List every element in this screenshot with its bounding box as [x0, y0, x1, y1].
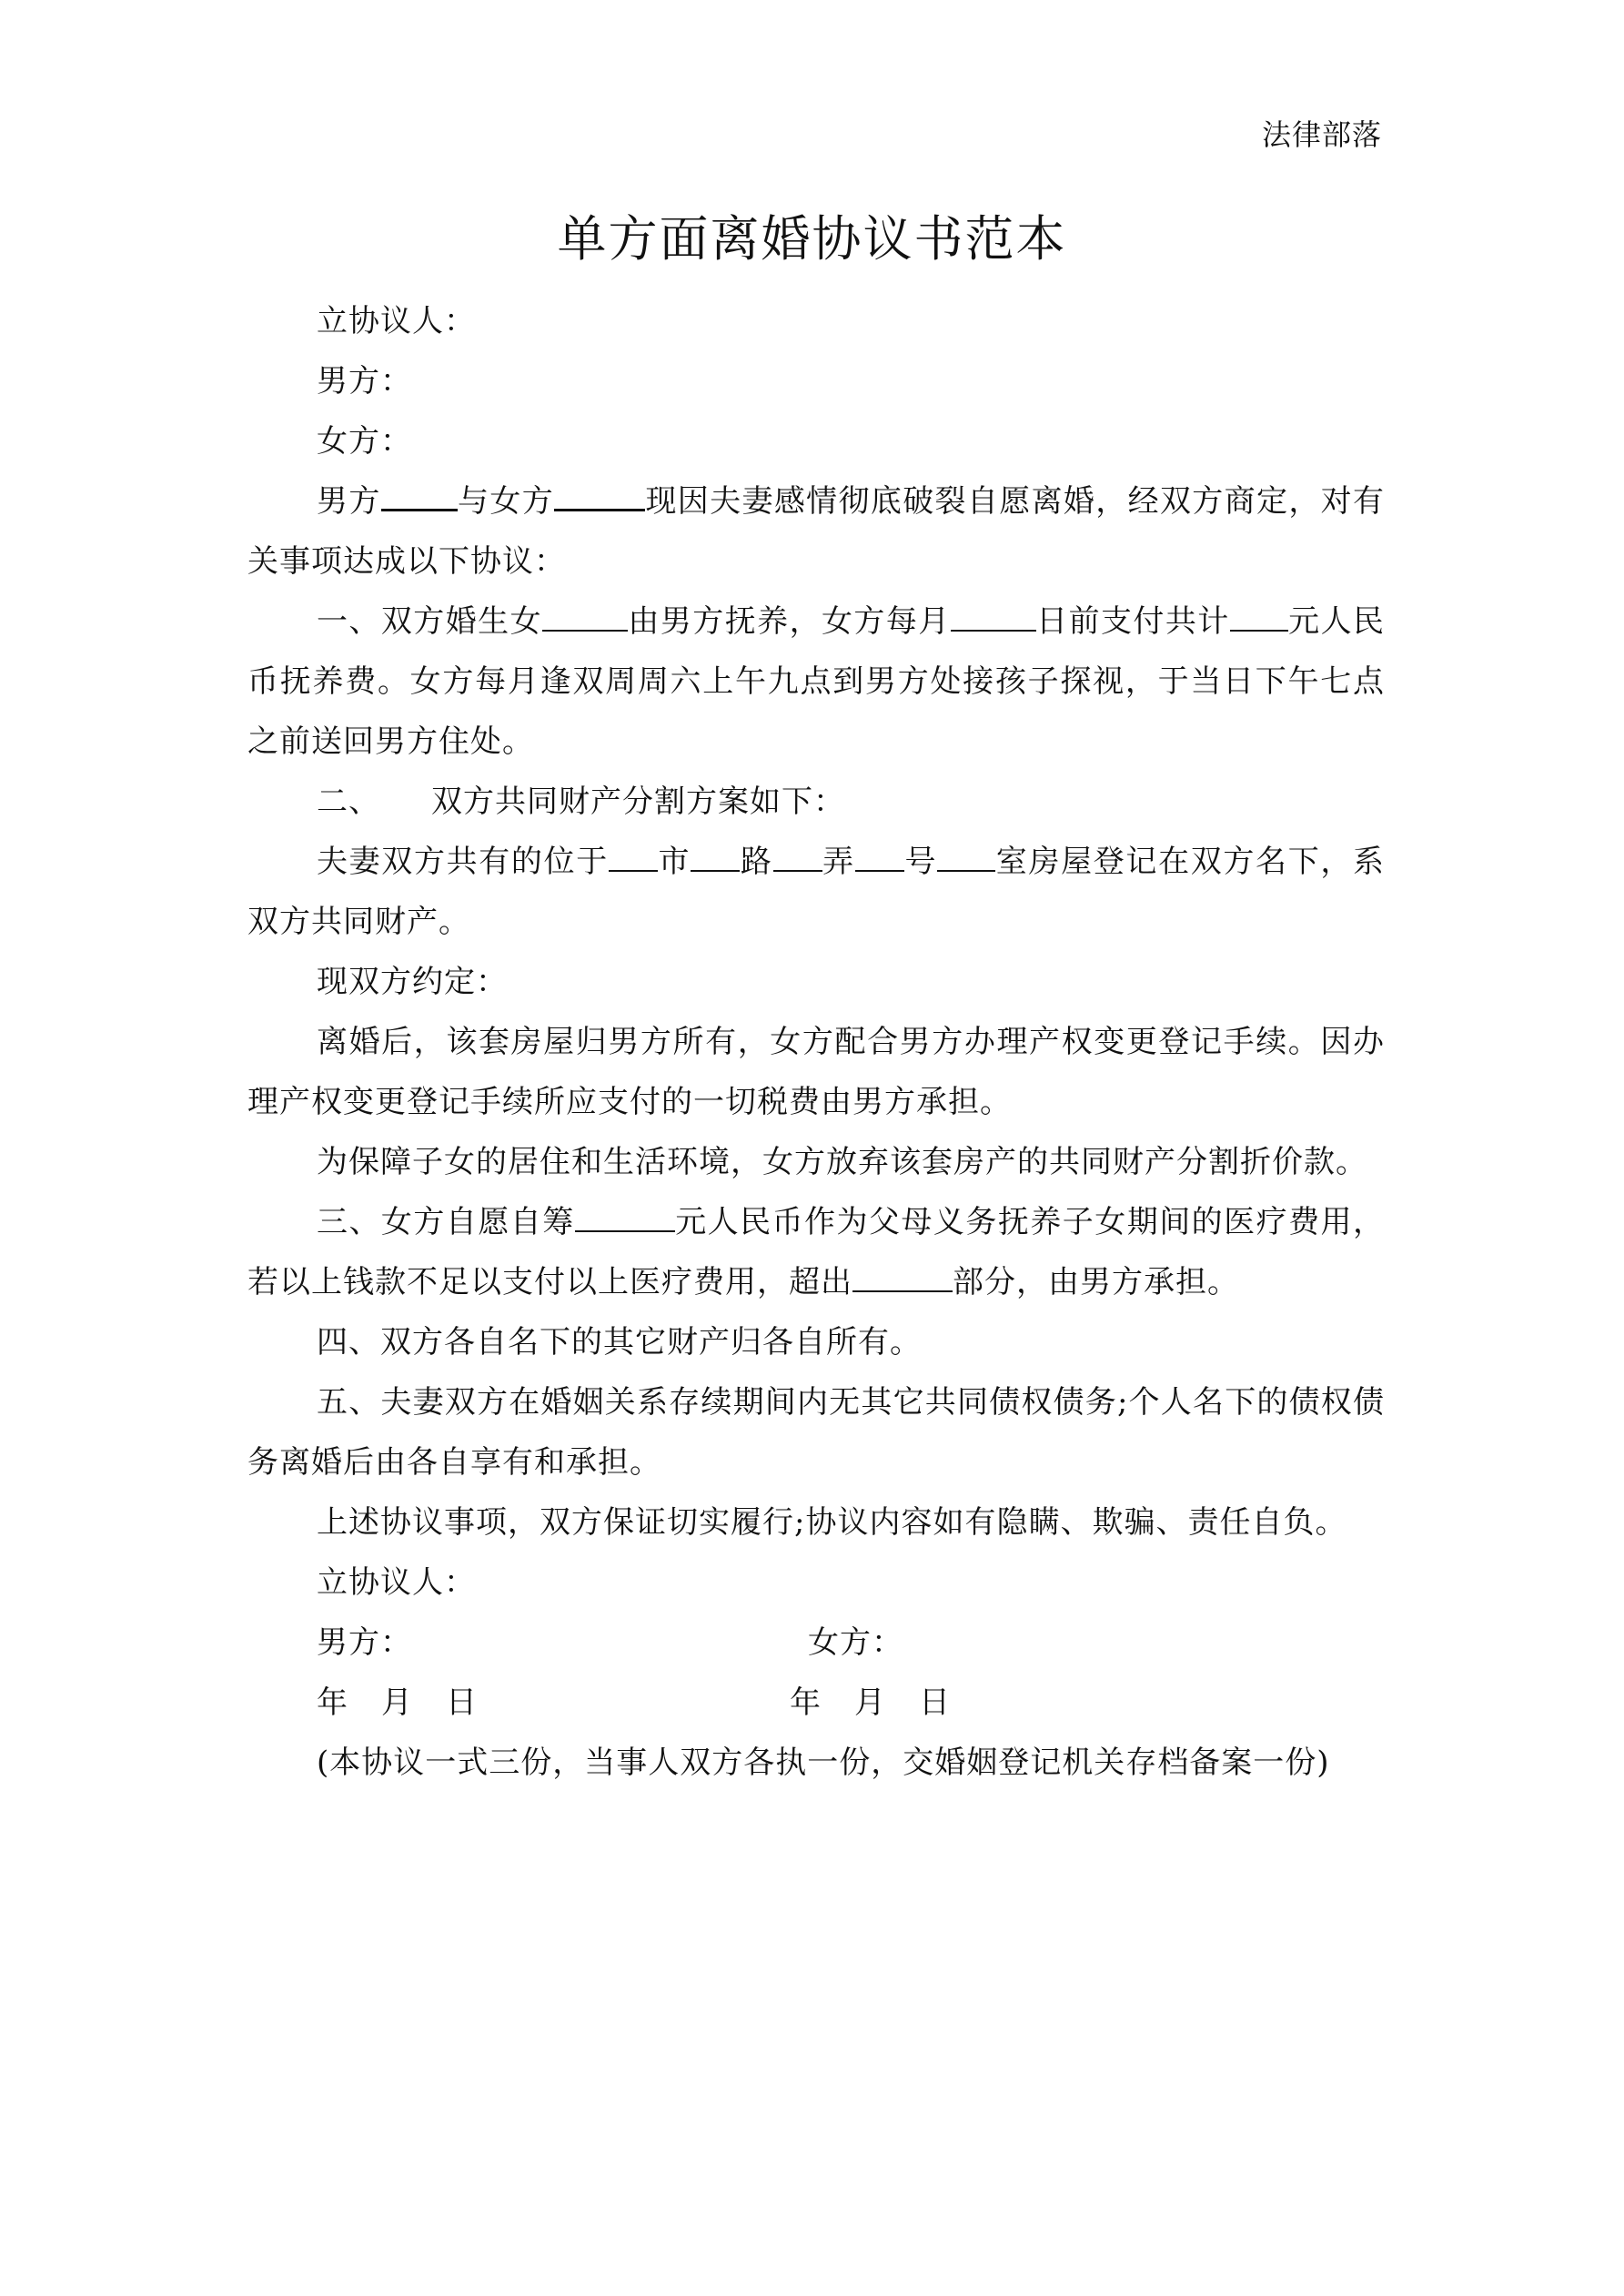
para4-text-b: 市 — [657, 844, 691, 880]
para1-text-c: 现因夫妻感情彻底破裂自愿离婚，经双方商定，对有关事项达成以下协议： — [247, 483, 1386, 580]
para3-number: 二、 — [317, 784, 380, 820]
intro-female-label: 女方： — [317, 423, 412, 460]
male-date-month: 月 — [381, 1684, 413, 1721]
male-date — [317, 1673, 790, 1733]
paragraph-custody — [247, 592, 1385, 772]
female-date-day: 日 — [919, 1684, 951, 1721]
paragraph-parties — [247, 471, 1385, 592]
paragraph-debts: 五、夫妻双方在婚姻关系存续期间内无其它共同债权债务;个人名下的债权债务离婚后由各自享有和承担。 — [247, 1384, 1385, 1481]
paragraph-other-property: 四、双方各自名下的其它财产归各自所有。 — [317, 1324, 922, 1360]
para8-text-b: 元人民币作为父母义务抚养子女期间的医疗费用，若以上钱款不足以支付以上医疗费用，超出 — [247, 1204, 1385, 1300]
para4-text-a: 夫妻双方共有的位于 — [317, 844, 609, 880]
female-name-blank — [554, 481, 645, 511]
room-blank — [937, 843, 995, 872]
male-date-day: 日 — [446, 1684, 478, 1721]
paragraph-medical — [247, 1192, 1385, 1312]
female-date — [790, 1673, 1385, 1733]
lane-blank — [773, 843, 822, 872]
intro-party-label: 立协议人： — [317, 303, 476, 339]
signature-dates-row — [247, 1673, 1385, 1733]
daughter-name-blank — [542, 602, 628, 632]
para8-text-c: 部分，由男方承担。 — [953, 1264, 1239, 1300]
document-body — [247, 291, 1385, 1793]
para8-text-a: 三、女方自愿自筹 — [317, 1204, 575, 1240]
road-blank — [691, 843, 740, 872]
female-date-year: 年 — [790, 1684, 822, 1721]
excess-amount-blank — [852, 1263, 953, 1292]
document-title: 单方面离婚协议书范本 — [557, 210, 1067, 268]
paragraph-guarantee: 上述协议事项，双方保证切实履行;协议内容如有隐瞒、欺骗、责任自负。 — [317, 1504, 1347, 1541]
female-date-month: 月 — [854, 1684, 886, 1721]
para2-text-c: 日前支付共计 — [1035, 603, 1230, 640]
header-source: 法律部落 — [1261, 117, 1382, 152]
para4-text-f: 室房屋登记在双方名下，系双方共同财产。 — [247, 844, 1386, 940]
paragraph-waiver: 为保障子女的居住和生活环境，女方放弃该套房产的共同财产分割折价款。 — [317, 1144, 1367, 1180]
city-blank — [609, 843, 658, 872]
para3-text: 双方共同财产分割方案如下： — [431, 784, 845, 820]
paragraph-agreement-intro: 现双方约定： — [317, 964, 508, 1000]
male-date-year: 年 — [317, 1684, 348, 1721]
male-name-blank — [381, 481, 458, 511]
support-amount-blank — [1230, 602, 1288, 632]
payment-day-blank — [951, 602, 1036, 632]
para2-text-b: 由男方抚养，女方每月 — [628, 603, 951, 640]
paragraph-property-address — [247, 832, 1385, 952]
para2-text-d: 元人民币抚养费。女方每月逢双周周六上午九点到男方处接孩子探视，于当日下午七点之前送回男方住处。 — [247, 603, 1386, 760]
para4-text-e: 号 — [903, 844, 938, 880]
para4-text-d: 弄 — [822, 844, 855, 880]
copies-note: (本协议一式三份，当事人双方各执一份，交婚姻登记机关存档备案一份) — [317, 1745, 1330, 1781]
signature-male-label: 男方： — [317, 1624, 412, 1661]
medical-amount-blank — [575, 1203, 675, 1232]
intro-male-label: 男方： — [317, 363, 412, 400]
paragraph-house-ownership: 离婚后，该套房屋归男方所有，女方配合男方办理产权变更登记手续。因办理产权变更登记手续所应支付的一切税费由男方承担。 — [247, 1024, 1385, 1120]
para2-text-a: 一、双方婚生女 — [317, 603, 542, 640]
para1-text-b: 与女方 — [457, 483, 555, 520]
signature-party-label: 立协议人： — [317, 1564, 476, 1601]
paragraph-property-heading — [247, 772, 1385, 832]
para1-text-a: 男方 — [317, 483, 381, 520]
signature-names-row — [247, 1613, 1385, 1673]
para4-text-c: 路 — [740, 844, 773, 880]
number-blank — [855, 843, 904, 872]
signature-female-label: 女方： — [808, 1624, 903, 1661]
